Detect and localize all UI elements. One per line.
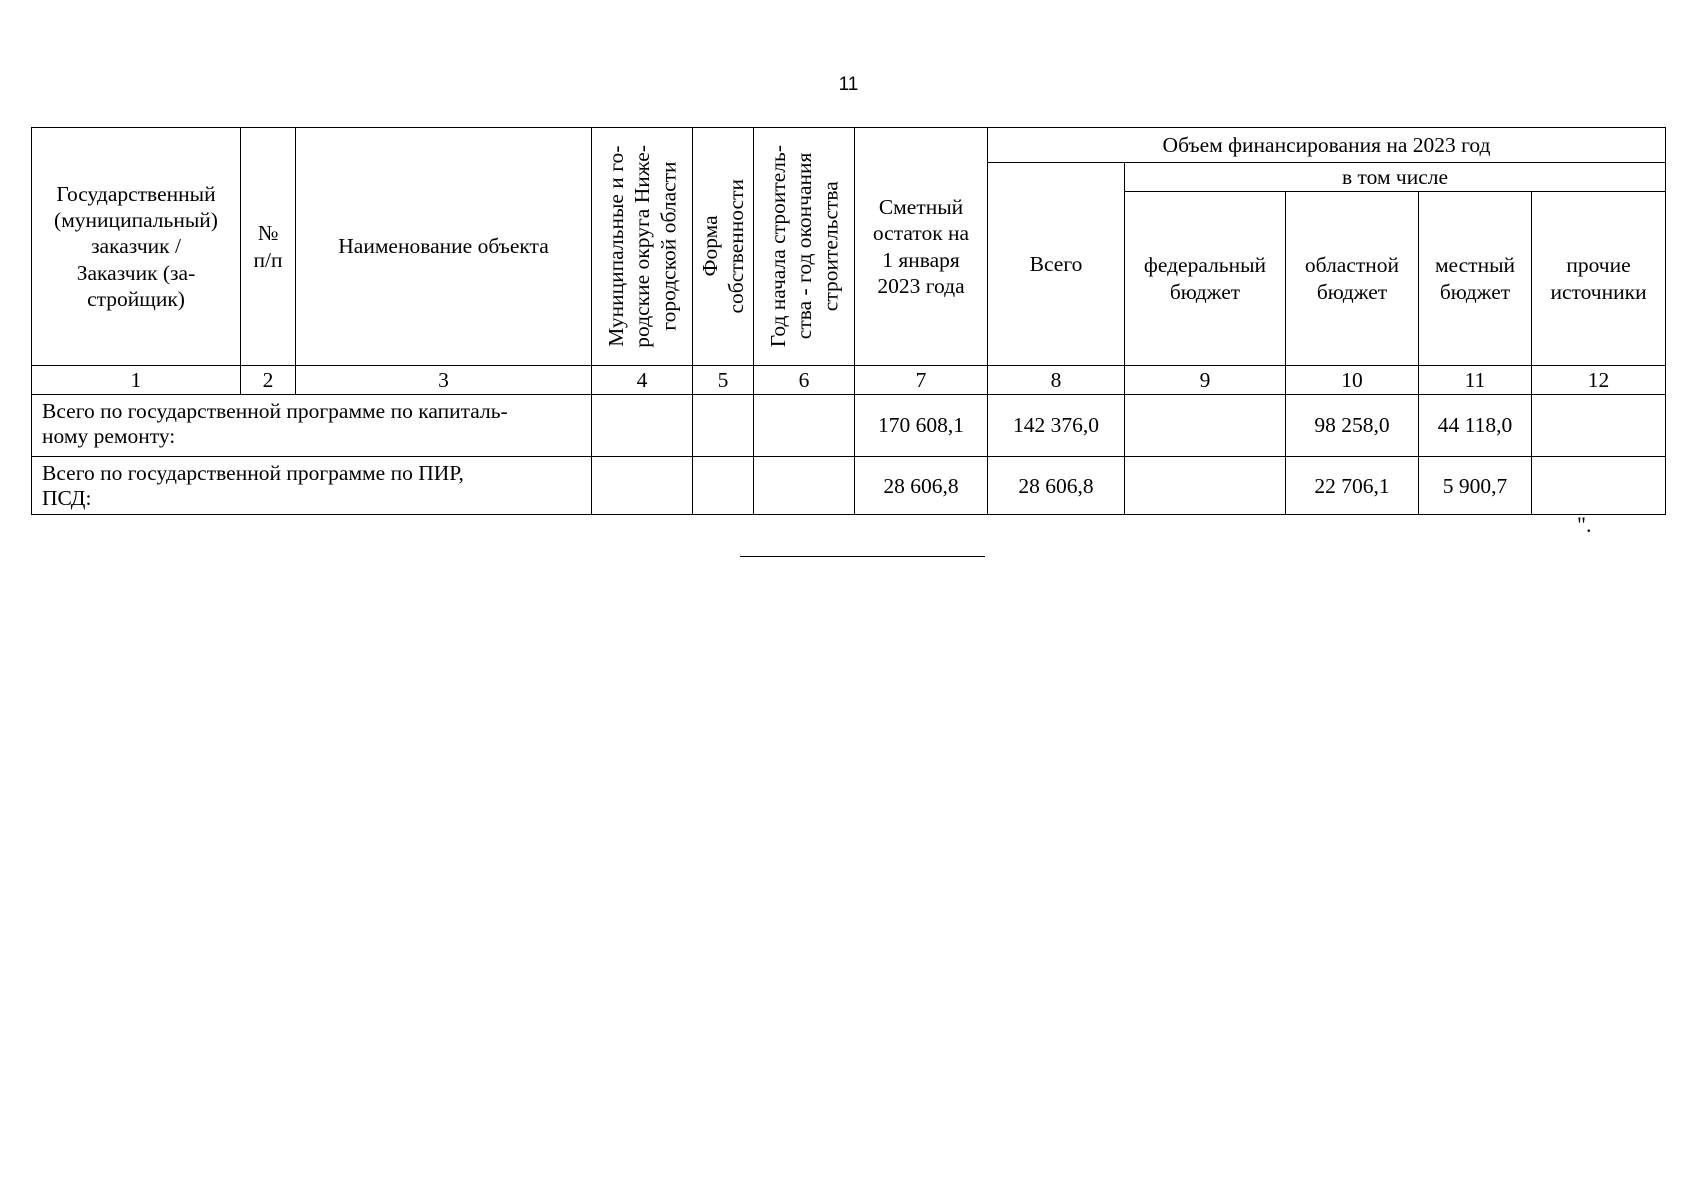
column-number-row	[32, 366, 1666, 395]
header-customer: Государственный (муниципальный) заказчик / Заказчик (за- стройщик)	[32, 128, 241, 366]
header-number: № п/п	[241, 128, 296, 366]
column-number: 1	[32, 366, 241, 395]
header-municipalities: Муниципальные и го- родские округа Ниже- городской области	[592, 128, 693, 366]
column-number: 3	[296, 366, 592, 395]
cell-municipalities	[592, 457, 693, 515]
page-number: 11	[838, 74, 859, 95]
column-number: 4	[592, 366, 693, 395]
header-total: Всего	[988, 163, 1125, 366]
column-number: 11	[1419, 366, 1532, 395]
end-divider	[740, 556, 985, 557]
column-number: 2	[241, 366, 296, 395]
cell-estimate-balance: 28 606,8	[855, 457, 988, 515]
cell-other-sources	[1532, 395, 1666, 457]
header-ownership-form: Форма собственности	[693, 128, 754, 366]
column-number: 9	[1125, 366, 1286, 395]
header-funding-title: Объем финансирования на 2023 год	[988, 128, 1666, 163]
header-local-budget: местный бюджет	[1419, 192, 1532, 366]
header-object-name: Наименование объекта	[296, 128, 592, 366]
column-number: 12	[1532, 366, 1666, 395]
cell-federal-budget	[1125, 457, 1286, 515]
column-number: 8	[988, 366, 1125, 395]
cell-total: 28 606,8	[988, 457, 1125, 515]
cell-ownership-form	[693, 395, 754, 457]
column-number: 10	[1286, 366, 1419, 395]
header-federal-budget: федеральный бюджет	[1125, 192, 1286, 366]
column-number: 7	[855, 366, 988, 395]
cell-estimate-balance: 170 608,1	[855, 395, 988, 457]
cell-construction-years	[754, 395, 855, 457]
cell-federal-budget	[1125, 395, 1286, 457]
row-label: Всего по государственной программе по капиталь- ному ремонту:	[32, 395, 592, 457]
header-regional-budget: областной бюджет	[1286, 192, 1419, 366]
cell-regional-budget: 98 258,0	[1286, 395, 1419, 457]
financing-table	[31, 127, 1666, 515]
header-construction-years: Год начала строитель- ства - год окончания строительства	[754, 128, 855, 366]
column-number: 5	[693, 366, 754, 395]
cell-ownership-form	[693, 457, 754, 515]
closing-quote: ".	[1577, 512, 1592, 537]
header-other-sources: прочие источники	[1532, 192, 1666, 366]
row-label: Всего по государственной программе по ПИР, ПСД:	[32, 457, 592, 515]
cell-other-sources	[1532, 457, 1666, 515]
cell-total: 142 376,0	[988, 395, 1125, 457]
cell-regional-budget: 22 706,1	[1286, 457, 1419, 515]
cell-municipalities	[592, 395, 693, 457]
table-row	[32, 395, 1666, 457]
cell-local-budget: 5 900,7	[1419, 457, 1532, 515]
cell-construction-years	[754, 457, 855, 515]
header-including: в том числе	[1125, 163, 1666, 192]
table-row	[32, 457, 1666, 515]
header-estimate-balance: Сметный остаток на 1 января 2023 года	[855, 128, 988, 366]
column-number: 6	[754, 366, 855, 395]
cell-local-budget: 44 118,0	[1419, 395, 1532, 457]
